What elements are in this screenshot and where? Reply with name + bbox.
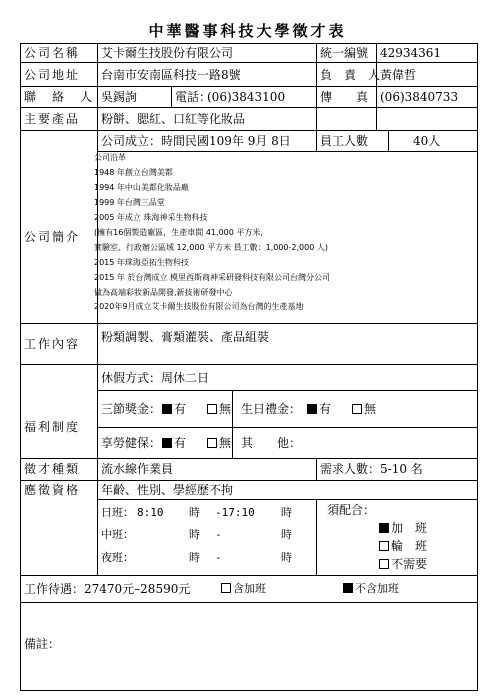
incl-overtime-option: 含加班 (221, 582, 266, 596)
row-divider (97, 427, 477, 428)
not-needed-option: 不需要 (379, 557, 427, 571)
column-divider (376, 44, 377, 130)
history-line: 2015 年珠海亞拓生物科技 (94, 258, 189, 267)
checked-box-icon (307, 404, 317, 414)
salary: 工作待遇：27470元–28590元 (24, 582, 191, 596)
phone-label: 電話： (175, 90, 212, 104)
company-name-label: 公司名稱 (24, 46, 81, 60)
category-label: 徵才種類 (24, 462, 81, 476)
festival-bonus-yes: 有 (162, 402, 186, 416)
job-category: 流水線作業員 (101, 462, 174, 476)
fax-label: 傳 真 (320, 90, 369, 104)
shift-label: 中班： (101, 528, 134, 541)
shift-dash: -17:10 (215, 506, 255, 519)
shift-start: 8:10 (137, 506, 164, 519)
shift-h1: 時 (189, 528, 200, 541)
phone: (06)3843100 (207, 90, 286, 104)
column-divider (316, 499, 317, 575)
tax-id: 42934361 (380, 46, 442, 60)
overtime-option: 加 班 (379, 521, 427, 535)
history-line: 2005 年成立 珠海神采生物科技 (94, 213, 208, 222)
company-name: 艾卡爾生技股份有限公司 (101, 46, 234, 60)
unchecked-box-icon (207, 404, 217, 414)
shift-dash: - (215, 551, 222, 564)
history-line: (擁有16個製造廠區，生產車間 41,000 平方米， (94, 228, 269, 237)
history-line: 公司沿革 (94, 153, 126, 162)
shift-h1: 時 (189, 506, 200, 519)
welfare-label: 福利制度 (24, 420, 81, 434)
history-line: 實驗室、行政辦公區域 12,000 平方米 員工數：1,000-2,000 人) (94, 243, 328, 252)
tax-id-label: 統一編號 (320, 46, 369, 60)
column-divider (388, 130, 389, 151)
address: 台南市安南區科技一路8號 (101, 68, 241, 82)
founded-date: 公司成立：時間民國109年 9月 8日 (101, 134, 291, 148)
unchecked-box-icon (207, 438, 217, 448)
row-divider (21, 602, 477, 603)
insurance-label: 享勞健保： (101, 436, 162, 450)
other-benefits-label: 其 他： (241, 436, 302, 450)
shift-label: 日班： (101, 506, 134, 519)
row-divider (21, 130, 477, 131)
recruitment-form (20, 43, 478, 691)
unchecked-box-icon (221, 583, 231, 593)
row-divider (97, 499, 477, 500)
checked-box-icon (379, 523, 389, 533)
employees-label: 員工人數 (320, 134, 369, 148)
birthday-gift-label: 生日禮金： (241, 402, 302, 416)
row-divider (97, 151, 477, 152)
column-divider (171, 86, 172, 107)
unchecked-box-icon (379, 541, 389, 551)
job-content-label: 工作內容 (24, 337, 81, 351)
birthday-gift-no: 無 (352, 402, 376, 416)
column-divider (316, 458, 317, 480)
shift-h1: 時 (189, 551, 200, 564)
row-divider (21, 480, 477, 481)
contact-label: 聯 絡 人 (24, 90, 95, 104)
shift-dash: - (215, 528, 222, 541)
row-divider (21, 323, 477, 324)
job-content: 粉類調製、膏類灌裝、產品組裝 (101, 330, 270, 344)
row-divider (21, 86, 477, 87)
checked-box-icon (162, 438, 172, 448)
column-divider (232, 390, 233, 458)
row-divider (97, 390, 477, 391)
history-line: 1994 年中山美都化妝品廠 (94, 183, 189, 192)
shift-label: 夜班： (101, 551, 134, 564)
qualification: 年齡、性別、學經歷不拘 (101, 483, 234, 497)
owner-label: 負 責 人 (320, 68, 381, 82)
qualification-label: 應徵資格 (24, 483, 81, 497)
cooperate-label: 須配合： (327, 503, 376, 517)
birthday-gift-yes: 有 (307, 402, 331, 416)
excl-overtime-option: 不含加班 (343, 582, 399, 596)
contact: 吳錫詢 (101, 90, 138, 104)
products: 粉餅、腮紅、口紅等化妝品 (101, 112, 246, 126)
unchecked-box-icon (352, 404, 362, 414)
row-divider (21, 364, 477, 365)
row-divider (21, 575, 477, 576)
insurance-yes: 有 (162, 436, 186, 450)
row-divider (21, 62, 477, 63)
history-line: 1948 年創立台灣美都 (94, 168, 173, 177)
insurance-no: 無 (207, 436, 231, 450)
history-line: 2020年9月成立艾卡爾生技股份有限公司為台灣的生產基地 (94, 302, 304, 311)
history-line: 1999 年台灣三品堂 (94, 198, 165, 207)
address-label: 公司地址 (24, 68, 81, 82)
festival-bonus-label: 三節獎金： (101, 402, 162, 416)
history-line: 做為高端彩妝新品開發,新技術研發中心 (94, 288, 233, 297)
checked-box-icon (162, 404, 172, 414)
rotation-option: 輪 班 (379, 539, 427, 553)
employees-count: 40人 (413, 134, 441, 148)
products-label: 主要產品 (24, 112, 81, 126)
row-divider (21, 458, 477, 459)
holiday-policy: 休假方式：周休二日 (101, 371, 210, 385)
owner: 黃偉哲 (380, 68, 417, 82)
history-line: 2015 年 於台灣成立 模里西斯商神采研發科技有限公司台灣分公司 (94, 273, 330, 282)
intro-label: 公司簡介 (24, 230, 81, 244)
column-divider (316, 130, 317, 151)
row-divider (21, 107, 477, 108)
checked-box-icon (343, 583, 353, 593)
shift-h2: 時 (281, 551, 292, 564)
shift-h2: 時 (281, 506, 292, 519)
remarks-label: 備註： (24, 637, 61, 651)
column-divider (316, 44, 317, 130)
shift-h2: 時 (281, 528, 292, 541)
fax: (06)3840733 (380, 90, 459, 104)
festival-bonus-no: 無 (207, 402, 231, 416)
form-title: 中華醫事科技大學徵才表 (148, 22, 347, 40)
headcount: 需求人數：5-10 名 (320, 462, 423, 476)
unchecked-box-icon (379, 559, 389, 569)
